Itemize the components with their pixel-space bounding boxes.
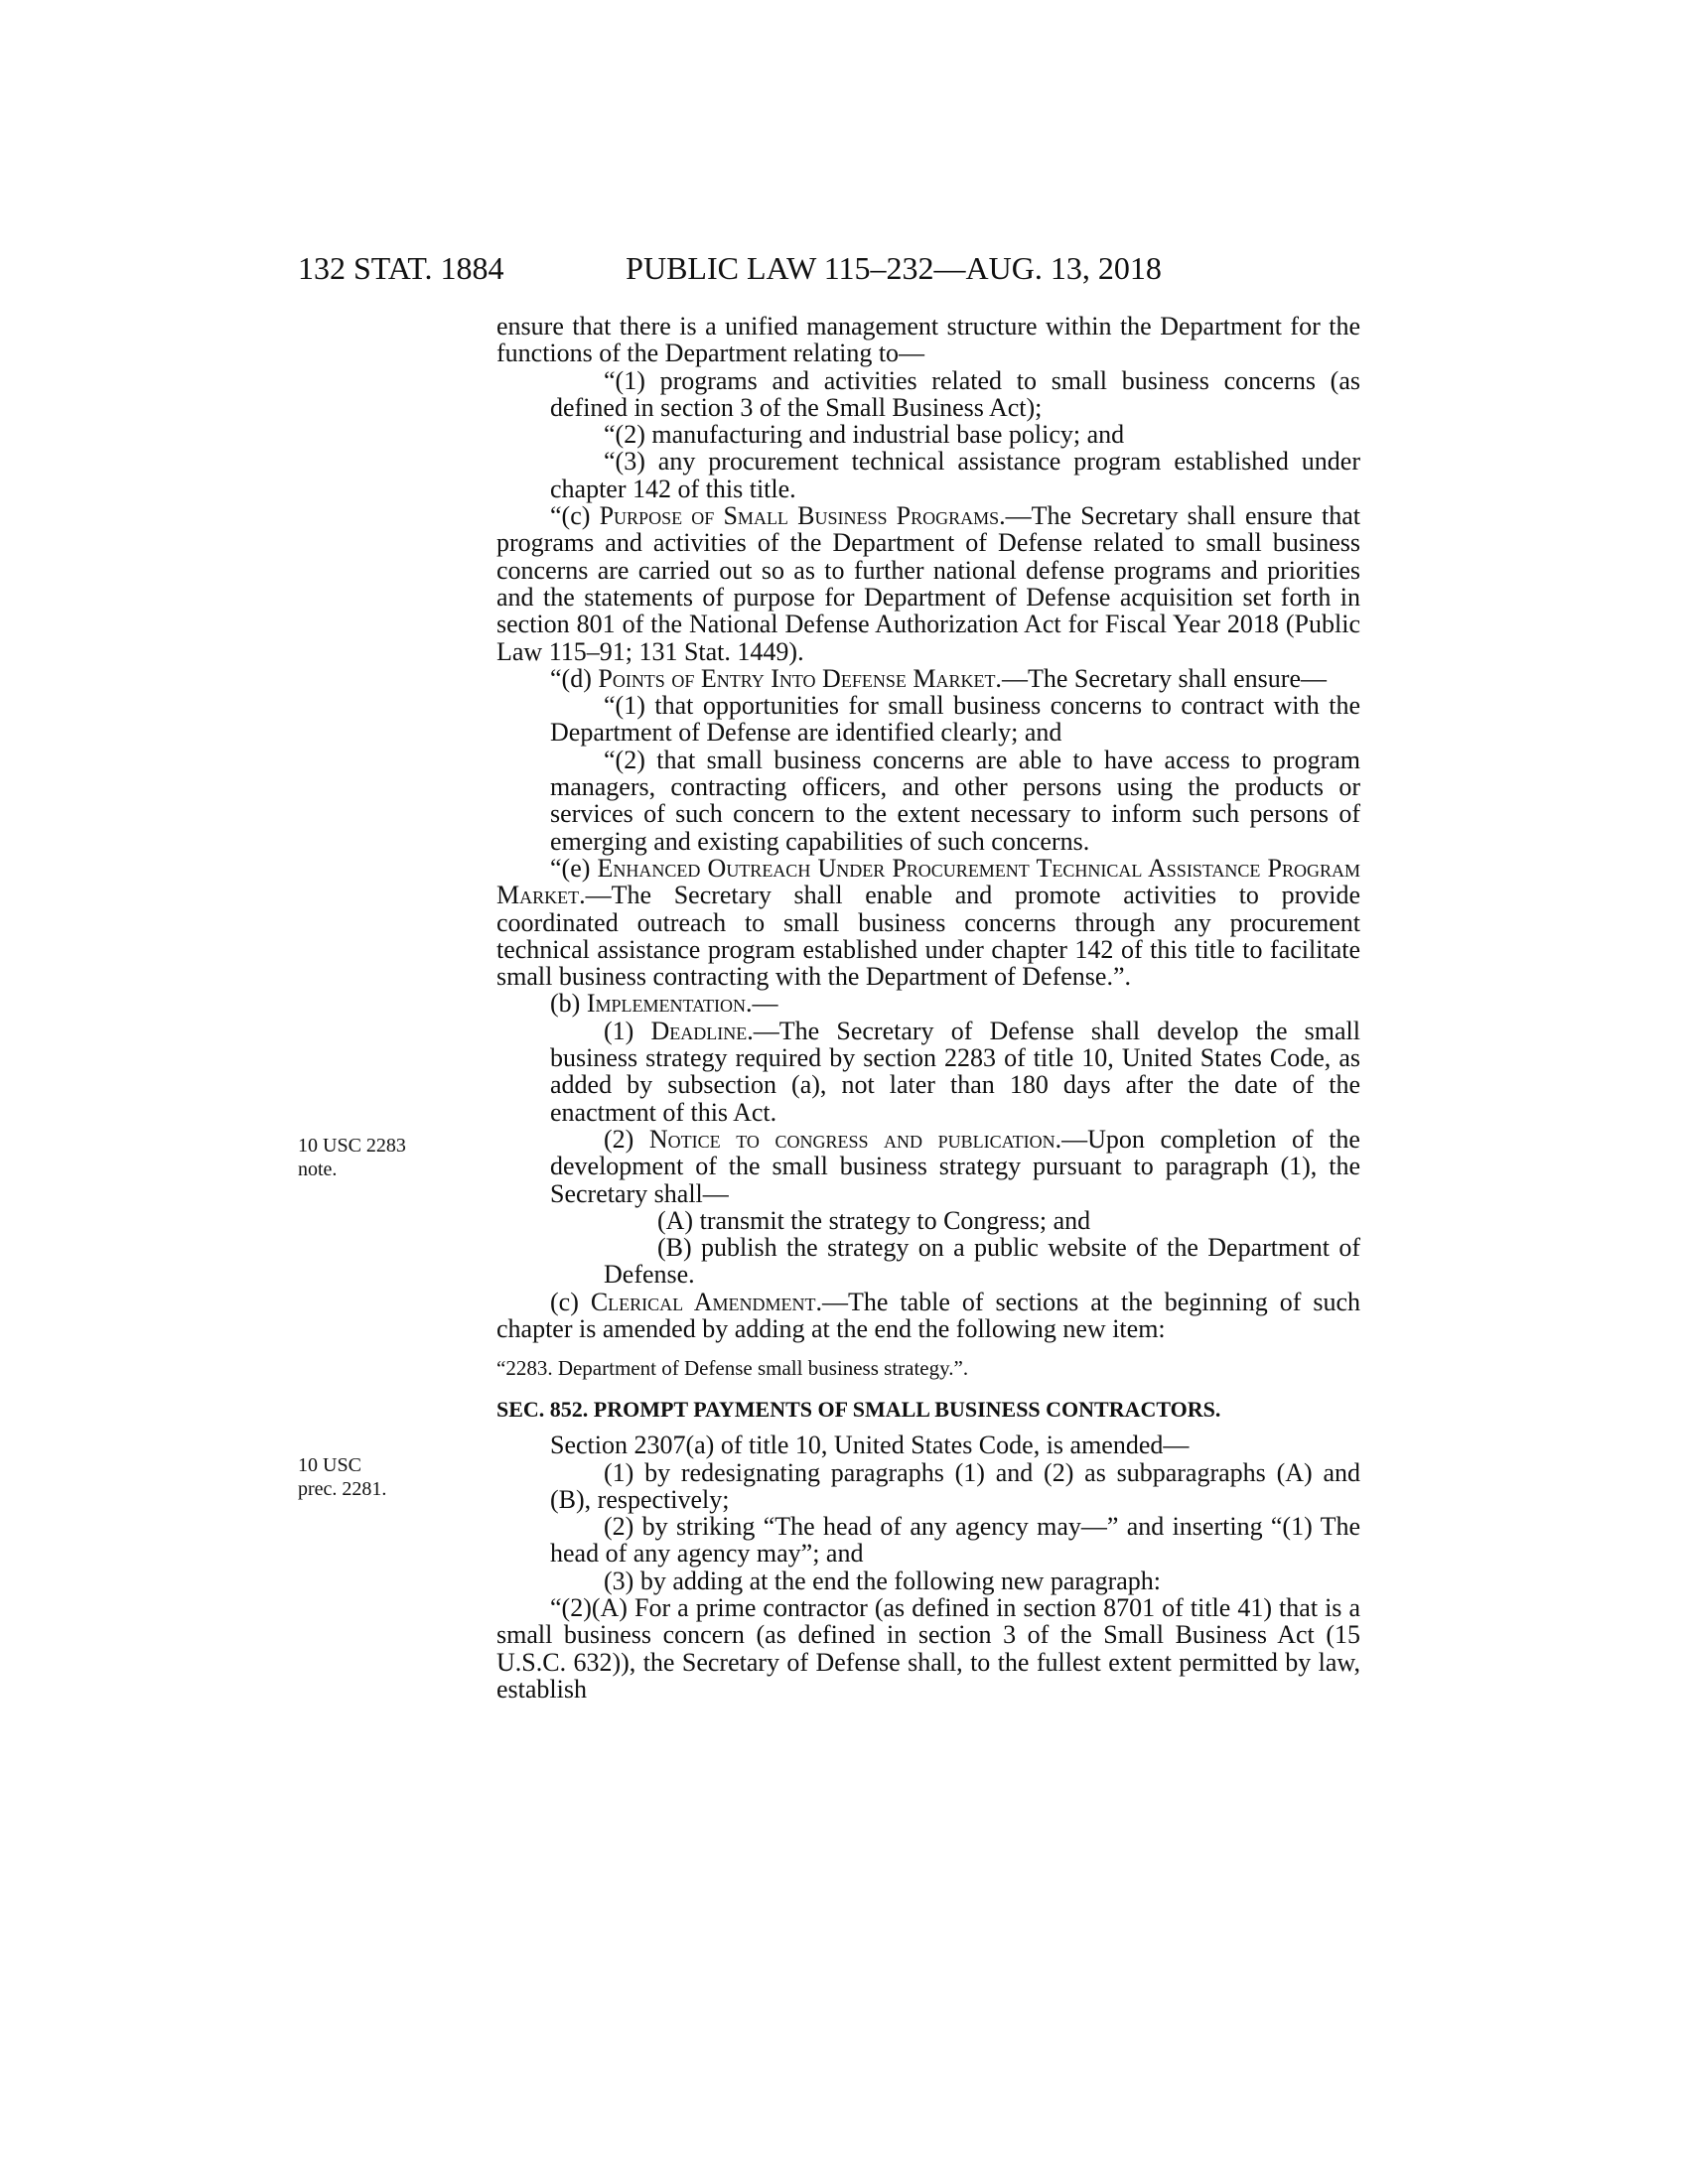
- paragraph: “(2) that small business concerns are able to have access to program managers, contracting officers, and other persons using the products or services of such concern to the extent necessary to inform such persons of emerging and existing capabilities of such concerns.: [550, 745, 1360, 856]
- paragraph: (2) by striking “The head of any agency may—” and inserting “(1) The head of any agency may”; and: [550, 1512, 1360, 1569]
- paragraph: ensure that there is a unified management structure within the Department for the functions of the Department relating to—: [496, 312, 1360, 368]
- margin-note-line: prec. 2281.: [298, 1478, 387, 1500]
- document-body: [496, 313, 1360, 1703]
- subsection-heading: Enhanced Outreach Under Procurement Technical Assistance Program Market.: [496, 853, 1360, 910]
- lead: (b): [550, 989, 587, 1019]
- section-heading: SEC. 852. PROMPT PAYMENTS OF SMALL BUSINESS CONTRACTORS.: [496, 1397, 1221, 1423]
- paragraph-text: —Upon completion of the development of the small business strategy pursuant to paragraph (1), the Secretary shall—: [550, 1124, 1360, 1208]
- paragraph: “(2)(A) For a prime contractor (as defined in section 8701 of title 41) that is a small business concern (as defined in section 3 of the Small Business Act (15 U.S.C. 632)), the Secretary of Defense shall, to the fullest extent permitted by law, establish: [496, 1593, 1360, 1704]
- margin-note-usc-2283: [298, 1134, 447, 1181]
- paragraph: “(1) programs and activities related to small business concerns (as defined in section 3 of the Small Business Act);: [550, 365, 1360, 422]
- paragraph-deadline: [496, 1018, 1360, 1126]
- subparagraph: (A) transmit the strategy to Congress; and: [657, 1205, 1091, 1235]
- margin-note-line: 10 USC 2283: [298, 1135, 406, 1157]
- paragraph-notice: [496, 1126, 1360, 1207]
- subsection-d: [496, 665, 1360, 692]
- lead: “(d): [550, 663, 599, 693]
- lead: “(c): [550, 501, 600, 531]
- stat-page-number: 132 STAT. 1884: [298, 250, 504, 286]
- margin-note-line: note.: [298, 1159, 338, 1180]
- margin-note-usc-prec-2281: [298, 1453, 447, 1501]
- subsection-c-clerical: [496, 1289, 1360, 1343]
- paragraph: “(2) manufacturing and industrial base policy; and: [604, 420, 1125, 450]
- paragraph: “(1) that opportunities for small business concerns to contract with the Department of Defense are identified clearly; and: [550, 691, 1360, 748]
- paragraph-text: —The Secretary of Defense shall develop the small business strategy required by section 2283 of title 10, United States Code, as added by subsection (a), not later than 180 days after the date of the enactment of this Act.: [550, 1016, 1360, 1127]
- paragraph: (3) by adding at the end the following new paragraph:: [604, 1566, 1161, 1595]
- subsection-text: —The Secretary shall enable and promote activities to provide coordinated outreach to small business concerns through any procurement technical assistance program established under chapter 142 of this title to facilitate small business contracting with the Department of Defense.”.: [496, 881, 1360, 992]
- table-of-sections-item: “2283. Department of Defense small business strategy.”.: [496, 1356, 969, 1381]
- subsection-c: [496, 502, 1360, 665]
- paragraph: “(3) any procurement technical assistance program established under chapter 142 of this title.: [550, 447, 1360, 503]
- lead: (2): [604, 1124, 649, 1154]
- lead: (1): [604, 1016, 651, 1045]
- paragraph-heading: Notice to congress and publication.: [648, 1124, 1062, 1154]
- lead: (c): [550, 1287, 591, 1316]
- subsection-b: [496, 990, 1360, 1017]
- page-header-title: PUBLIC LAW 115–232—AUG. 13, 2018: [626, 250, 1162, 286]
- subsection-text: —The Secretary shall ensure—: [1001, 663, 1327, 693]
- subsection-e: [496, 855, 1360, 990]
- lead: “(e): [550, 853, 598, 883]
- subsection-text: —The table of sections at the beginning of such chapter is amended by adding at the end the following new item:: [496, 1287, 1361, 1343]
- paragraph: (1) by redesignating paragraphs (1) and (2) as subparagraphs (A) and (B), respectively;: [550, 1457, 1360, 1514]
- paragraph: Section 2307(a) of title 10, United States Code, is amended—: [550, 1431, 1190, 1460]
- margin-note-line: 10 USC: [298, 1454, 361, 1476]
- paragraph-heading: Deadline.: [650, 1016, 754, 1045]
- subparagraph: (B) publish the strategy on a public website of the Department of Defense.: [604, 1233, 1360, 1290]
- subsection-text: —: [752, 989, 778, 1019]
- subsection-heading: Clerical Amendment.: [590, 1287, 822, 1316]
- subsection-heading: Implementation.: [586, 989, 753, 1019]
- subsection-heading: Purpose of Small Business Programs.: [599, 501, 1006, 531]
- subsection-text: —The Secretary shall ensure that programs and activities of the Department of Defense related to small business concerns are carried out so as to further national defense programs and priorities and the statements of purpose for Department of Defense acquisition set forth in section 801 of the National Defense Authorization Act for Fiscal Year 2018 (Public Law 115–91; 131 Stat. 1449).: [496, 501, 1360, 666]
- subsection-heading: Points of Entry Into Defense Market.: [598, 663, 1002, 693]
